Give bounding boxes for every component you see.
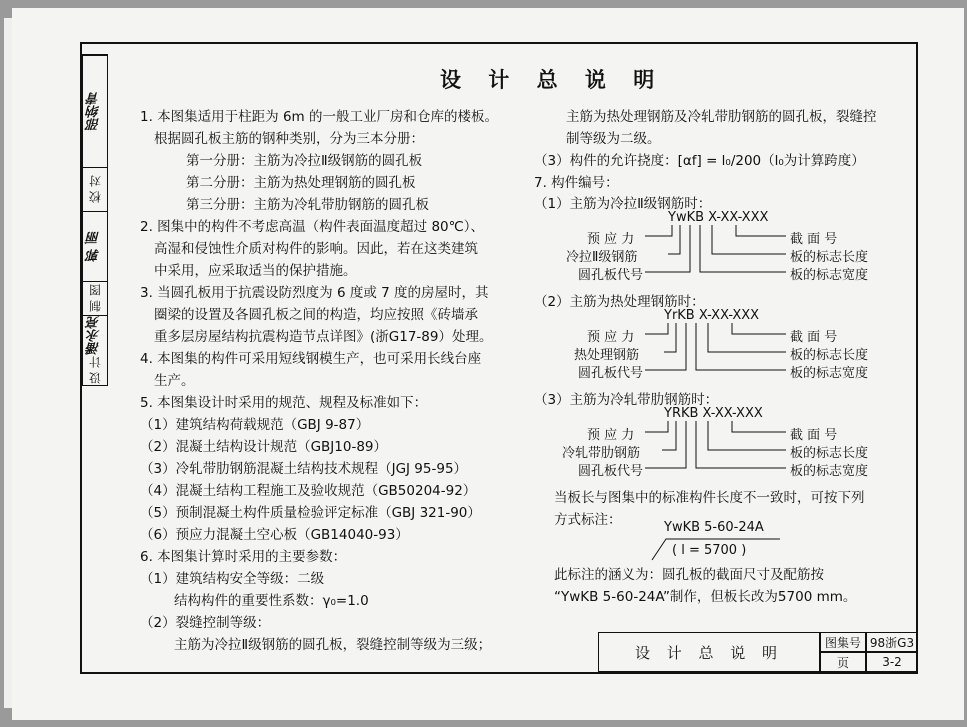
- atlas-label: 图集号: [820, 632, 866, 652]
- text-line: 2. 图集中的构件不考虑高温（构件表面温度超过 80℃）、: [140, 219, 485, 235]
- code-label-left: 圆孔板代号: [578, 366, 644, 381]
- text-line: 高湿和侵蚀性介质对构件的影响。因此，若在这类建筑: [154, 241, 478, 257]
- text-line: 3. 当圆孔板用于抗震设防烈度为 6 度或 7 度的房屋时，其: [140, 285, 489, 301]
- text-line: 1. 本图集适用于柱距为 6m 的一般工业厂房和仓库的楼板。: [140, 109, 498, 125]
- code-label-right: 板的标志长度: [790, 446, 869, 461]
- sidebar-role-3: 校 对: [83, 167, 107, 211]
- text-line: 6. 本图集计算时采用的主要参数：: [140, 549, 347, 565]
- example-code: YwKB 5-60-24A: [664, 520, 764, 535]
- title-block-name: 设 计 总 说 明: [598, 632, 820, 672]
- text-line: （1）建筑结构荷载规范（GBJ 9-87）: [140, 417, 370, 433]
- text-line: 此标注的涵义为：圆孔板的截面尺寸及配筋按: [554, 567, 824, 583]
- page-label: 页: [820, 652, 866, 672]
- code-label-left: 热处理钢筋: [574, 348, 640, 363]
- code-label-left: 预 应 力: [587, 232, 635, 247]
- sidebar-role-1: 设 计: [88, 356, 103, 384]
- text-line: （3）冷轧带肋钢筋混凝土结构技术规程（JGJ 95-95）: [140, 461, 468, 477]
- code-label-right: 截 面 号: [790, 428, 838, 443]
- text-line: 4. 本图集的构件可采用短线钢模生产，也可采用长线台座: [140, 351, 482, 367]
- example-length: ( l = 5700 ): [672, 543, 747, 558]
- sidebar-role-2: 制 图: [83, 281, 107, 315]
- text-line: 第三分册：主筋为冷轧带肋钢筋的圆孔板: [186, 197, 429, 213]
- text-line: （3）构件的允许挠度：[αf] = l₀/200（l₀为计算跨度）: [534, 153, 865, 169]
- sidebar-name-1: 潘永亮: [83, 315, 107, 355]
- code-label-left: 圆孔板代号: [578, 464, 644, 479]
- text-line: 根据圆孔板主筋的钢种类别，分为三本分册：: [154, 131, 424, 147]
- text-line: 主筋为热处理钢筋及冷轧带肋钢筋的圆孔板，裂缝控: [566, 109, 877, 125]
- text-line: 中采用，应采取适当的保护措施。: [154, 263, 357, 279]
- text-line: 第二分册：主筋为热处理钢筋的圆孔板: [186, 175, 416, 191]
- text-line: （6）预应力混凝土空心板（GB14040-93）: [140, 527, 409, 543]
- code-label-left: 预 应 力: [587, 428, 635, 443]
- text-line: （1）建筑结构安全等级：二级: [140, 571, 325, 587]
- code-label-right: 板的标志宽度: [790, 268, 869, 283]
- sidebar-name-2: 郭 丽: [83, 211, 107, 281]
- text-line: “YwKB 5-60-24A”制作，但板长改为5700 mm。: [554, 589, 857, 605]
- text-line: （1）主筋为冷拉Ⅱ级钢筋时：: [534, 196, 712, 212]
- text-line: （2）主筋为热处理钢筋时：: [534, 294, 705, 310]
- code-label-right: 板的标志长度: [790, 348, 869, 363]
- text-line: （2）裂缝控制等级：: [140, 615, 271, 631]
- text-line: （4）混凝土结构工程施工及验收规范（GB50204-92）: [140, 483, 477, 499]
- text-line: 结构构件的重要性系数：γ₀=1.0: [174, 593, 369, 609]
- code-label-right: 板的标志长度: [790, 250, 869, 265]
- text-line: 方式标注：: [554, 512, 622, 528]
- code-label-right: 板的标志宽度: [790, 366, 869, 381]
- text-line: （3）主筋为冷轧带肋钢筋时：: [534, 392, 719, 408]
- page-value: 3-2: [866, 652, 918, 672]
- text-line: 主筋为冷拉Ⅱ级钢筋的圆孔板，裂缝控制等级为三级；: [174, 637, 492, 653]
- text-line: 7. 构件编号：: [534, 175, 619, 191]
- text-line: 当板长与图集中的标准构件长度不一致时，可按下列: [554, 490, 865, 506]
- text-line: 圈梁的设置及各圆孔板之间的构造，均应按照《砖墙承: [154, 307, 478, 323]
- code-label-left: 冷拉Ⅱ级钢筋: [566, 250, 638, 265]
- code-string: YwKB X-XX-XXX: [668, 210, 769, 225]
- text-line: 生产。: [154, 373, 195, 389]
- code-label-left: 预 应 力: [587, 330, 635, 345]
- code-string: YRKB X-XX-XXX: [664, 406, 763, 421]
- text-line: 重多层房屋结构抗震构造节点详图》(浙G17-89）处理。: [154, 329, 493, 345]
- text-line: （2）混凝土结构设计规范（GBJ10-89）: [140, 439, 388, 455]
- page-title: 设 计 总 说 明: [440, 68, 665, 92]
- text-line: 5. 本图集设计时采用的规范、规程及标准如下：: [140, 395, 428, 411]
- code-label-right: 板的标志宽度: [790, 464, 869, 479]
- sidebar-name-3: 邵纳青: [83, 55, 107, 167]
- text-line: 制等级为二级。: [566, 131, 661, 147]
- code-label-left: 圆孔板代号: [578, 268, 644, 283]
- code-label-right: 截 面 号: [790, 330, 838, 345]
- text-line: 第一分册：主筋为冷拉Ⅱ级钢筋的圆孔板: [186, 153, 423, 169]
- code-label-right: 截 面 号: [790, 232, 838, 247]
- text-line: （5）预制混凝土构件质量检验评定标准（GBJ 321-90）: [140, 505, 481, 521]
- code-label-left: 冷轧带肋钢筋: [562, 446, 641, 461]
- code-string: YrKB X-XX-XXX: [664, 308, 760, 323]
- atlas-value: 98浙G3: [866, 632, 918, 652]
